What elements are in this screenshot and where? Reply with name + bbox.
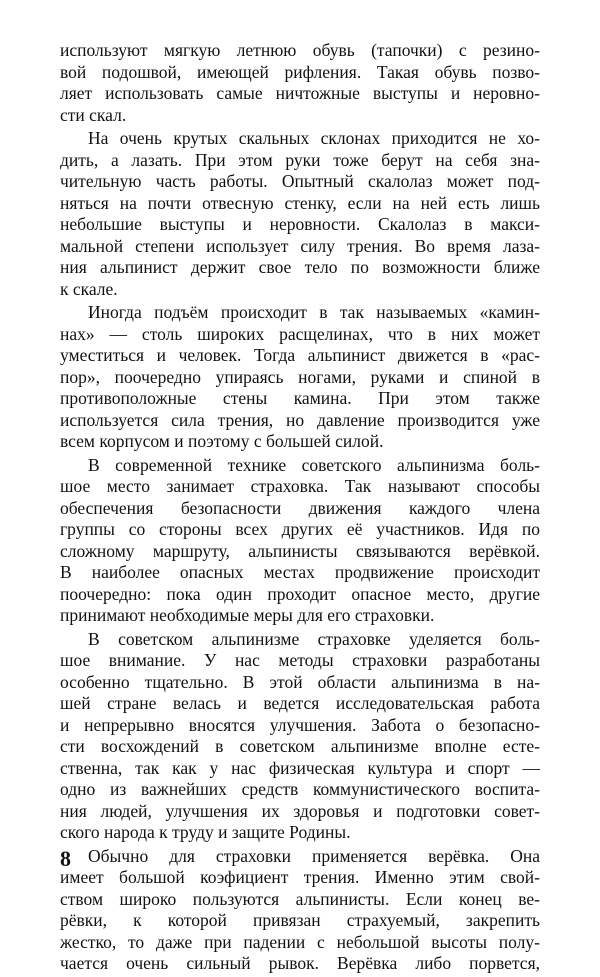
text-line: сти скал. [60,104,127,125]
text-line: сти восхождений в советском альпинизме вполне есте- [60,736,540,756]
text-line: и непрерывно вносятся улучшения. Забота о безопасно- [60,714,540,735]
paragraph-2 [60,128,540,300]
text-line: ского народа к труду и защите Родины. [60,822,351,842]
text-line: поочередно: пока один проходит опасное место, другие [60,583,540,604]
text-line: вой подошвой, имеющей рифления. Такая обувь позво- [60,61,540,82]
text-line: Иногда подъём происходит в так называемых «камин- [88,302,540,322]
text-line: шей стране велась и ведется исследовательская работа [60,693,540,713]
text-line: пор», поочередно упираясь ногами, руками и спиной в [60,366,540,387]
text-line: рёвки, к которой привязан страхуемый, закрепить [60,910,540,930]
text-line: одно из важнейших средств коммунистического воспита- [60,779,540,799]
text-line: группы со стороны всех других её участников. Идя по [60,519,540,539]
text-line: имеет большой коэфициент трения. Именно этим свой- [60,867,540,887]
text-line: ством широко пользуются альпинисты. Если конец ве- [60,888,540,909]
text-line: В современной технике советского альпинизма боль- [88,454,540,475]
text-line: небольшие выступы и неровности. Скалолаз в макси- [60,214,540,234]
text-line: обеспечения безопасности движения каждого члена [60,497,540,518]
text-line: ляет использовать самые ничтожные выступы и неровно- [60,83,540,103]
text-line: ния альпинист держит свое тело по возможности ближе [60,257,540,277]
text-line: уместиться и человек. Тогда альпинист движется в «рас- [60,345,540,365]
text-line: всем корпусом и поэтому с большей силой. [60,431,384,451]
paragraph-3 [60,302,540,453]
text-line: используют мягкую летнюю обувь (тапочки) с резино- [60,40,540,60]
text-line: используется сила трения, но давление производится уже [60,409,540,430]
text-line: шое внимание. У нас методы страховки разработаны [60,650,540,670]
text-line: ния людей, улучшения их здоровья и подготовки совет- [60,800,540,821]
paragraph-5 [60,629,540,844]
text-line: чается очень сильный рывок. Верёвка либо порвется, [60,953,540,973]
text-line: дить, а лазать. При этом руки тоже берут на себя зна- [60,149,540,170]
text-line: к скале. [60,278,118,299]
text-line: няться на почти отвесную стенку, если на ней есть лишь [60,192,540,213]
text-line: принимают необходимые меры для его страховки. [60,605,435,625]
text-line: нах» — столь широких расщелинах, что в них может [60,323,540,344]
text-line: противоположные стены камина. При этом также [60,388,540,408]
text-line: Обычно для страховки применяется верёвка. Она [88,845,540,866]
page-number: 8 [60,846,71,871]
text-line: сложному маршруту, альпинисты связываются верёвкой. [60,540,540,561]
text-line: В советском альпинизме страховке уделяется боль- [88,628,540,649]
text-line: жестко, то даже при падении с небольшой высоты полу- [60,931,540,952]
text-line: В наиболее опасных местах продвижение происходит [60,562,540,582]
text-line: На очень крутых скальных склонах приходится не хо- [88,128,540,148]
text-line: чительную часть работы. Опытный скалолаз может под- [60,171,540,191]
page-body [60,40,540,977]
text-line: особенно тщательно. В этой области альпинизма в на- [60,671,540,692]
paragraph-4 [60,455,540,627]
text-line: мальной степени использует силу трения. Во время лаза- [60,235,540,256]
paragraph-6 [60,846,540,975]
text-line: шое место занимает страховка. Так называют способы [60,476,540,496]
paragraph-1 [60,40,540,126]
text-line: ственна, так как у нас физическая культура и спорт — [60,757,540,778]
